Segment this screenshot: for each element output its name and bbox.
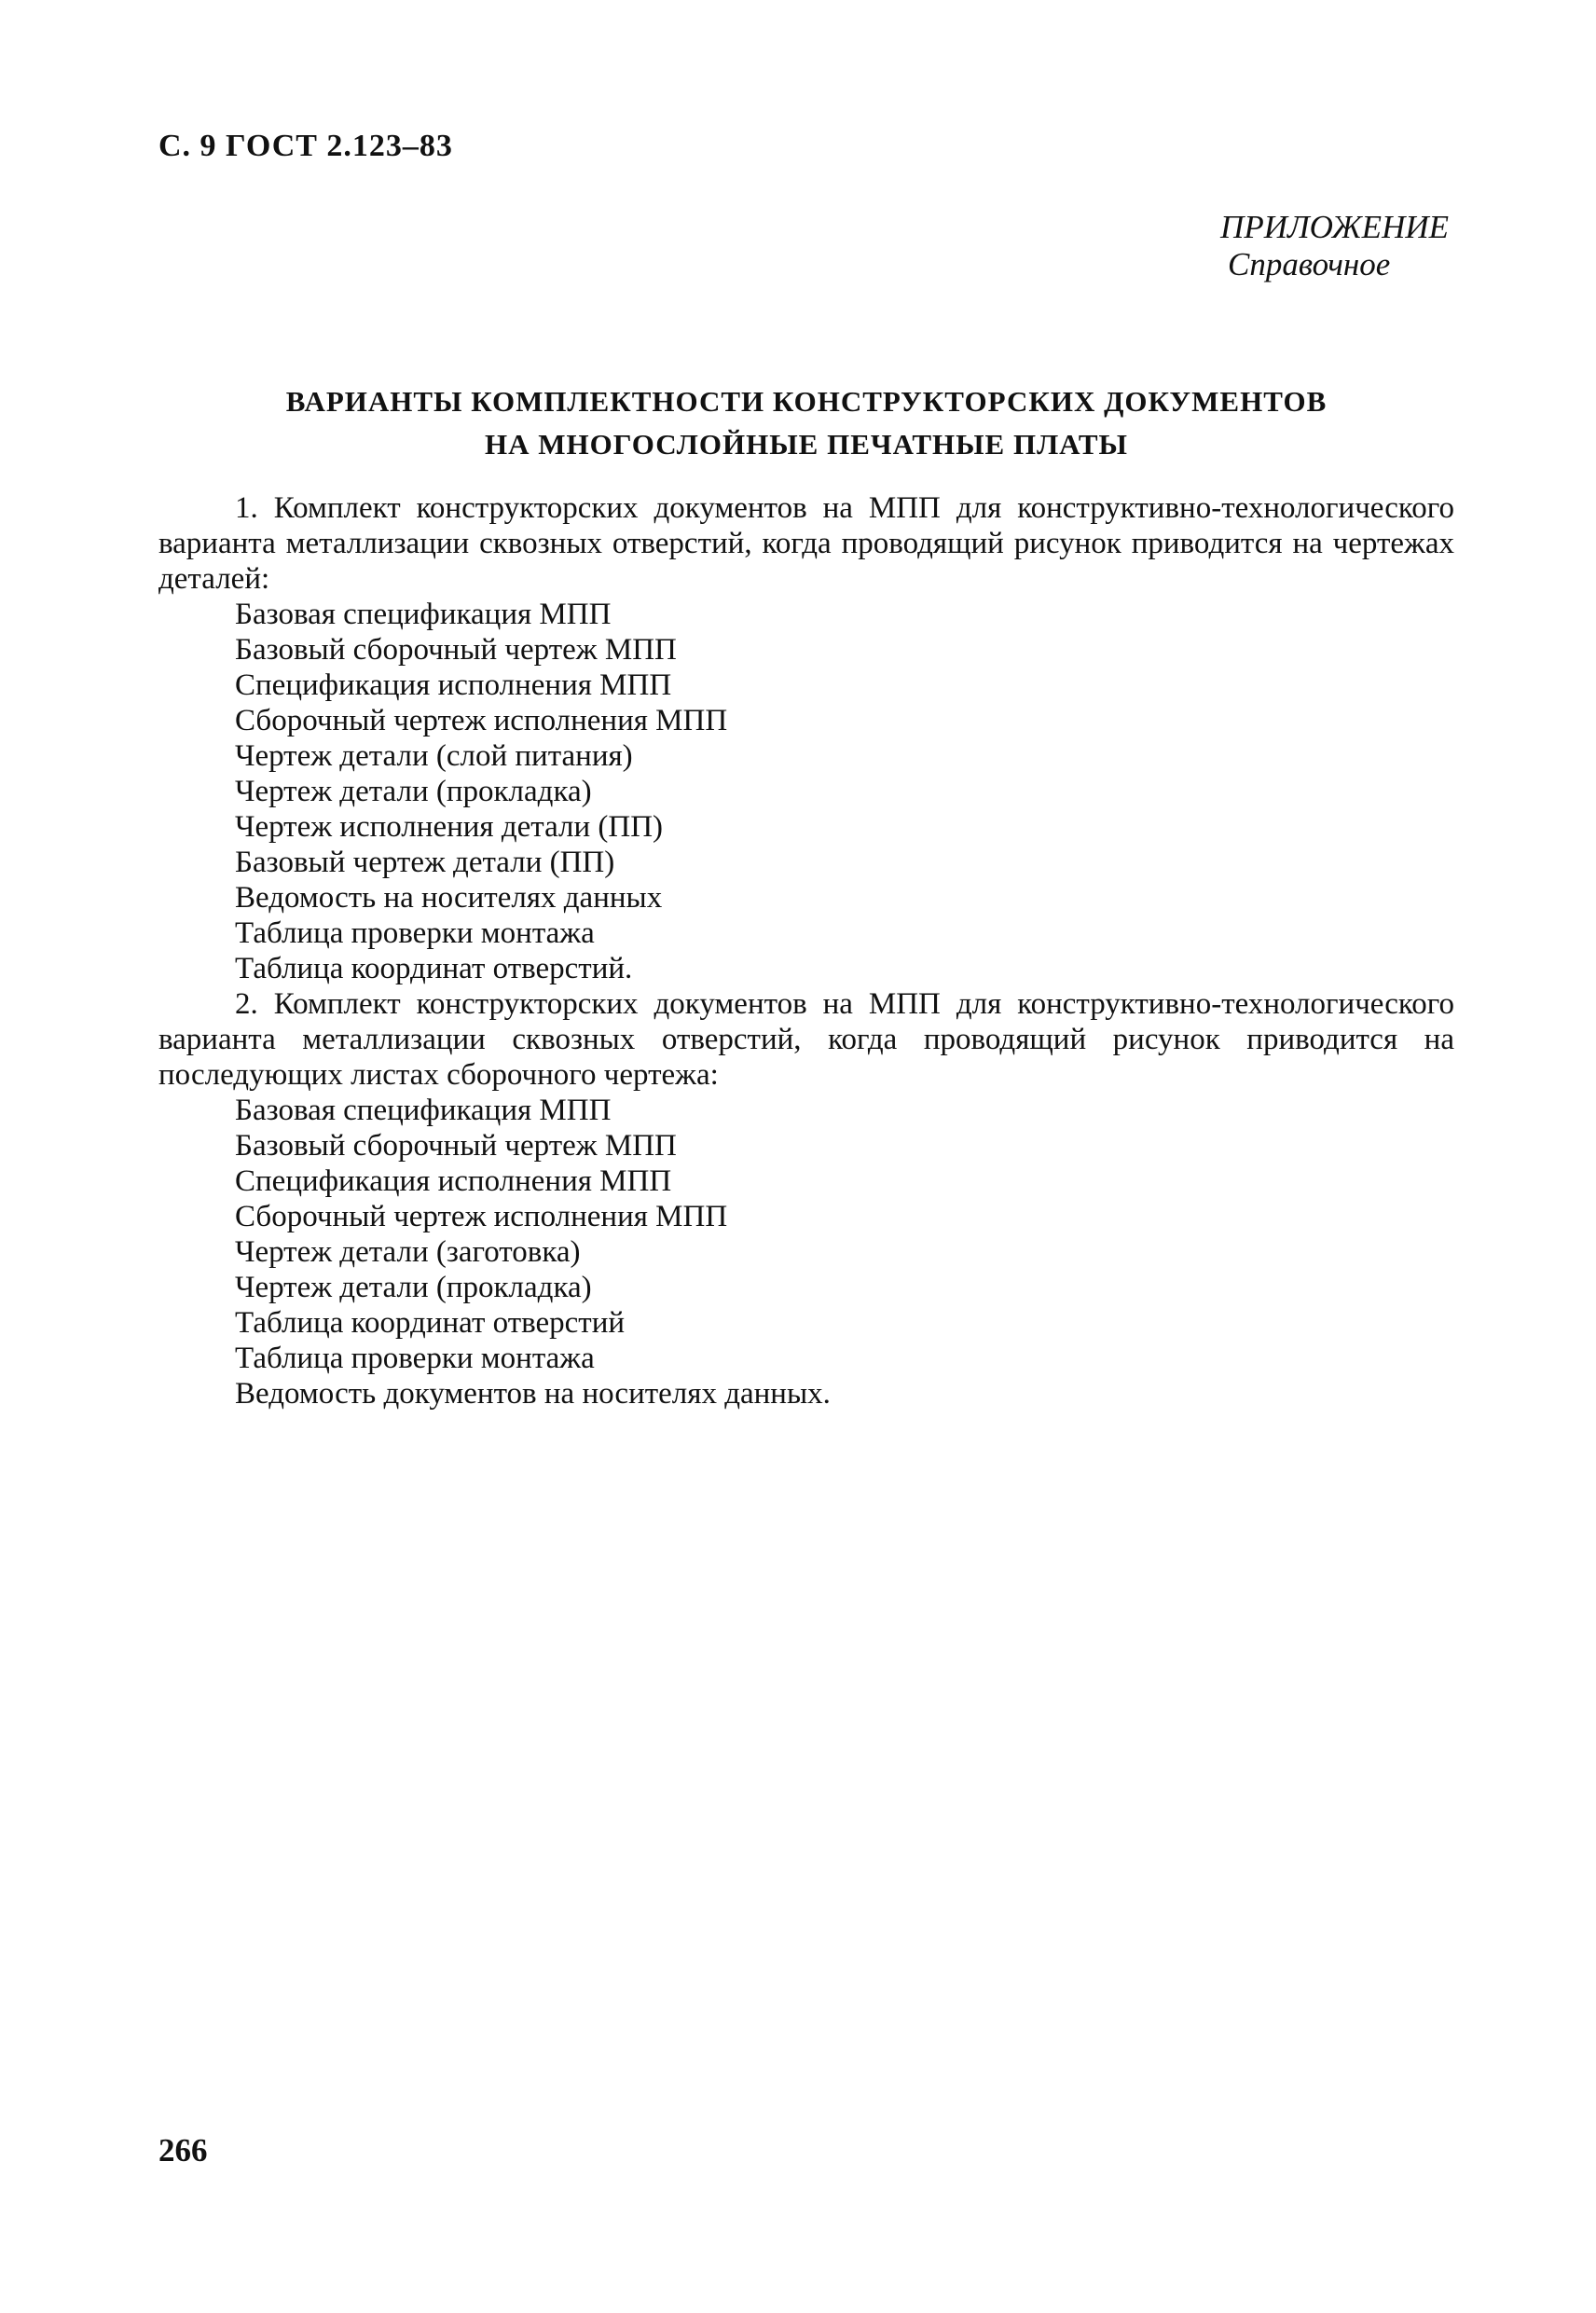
list-item: Базовый сборочный чертеж МПП <box>235 1129 677 1163</box>
list-item: Базовый чертеж детали (ПП) <box>235 846 615 879</box>
document-title <box>158 380 1454 466</box>
running-head: С. 9 ГОСТ 2.123–83 <box>158 129 453 163</box>
section-2-intro: 2. Комплект конструкторских документов на МПП для конструктивно-технологического варианта металлизации сквозных отверстий, когда проводящий рисунок приводится на последующих листах сборочного чертежа: <box>158 987 1454 1092</box>
list-item: Таблица координат отверстий. <box>235 952 633 985</box>
list-item: Базовая спецификация МПП <box>235 1094 612 1127</box>
list-item: Спецификация исполнения МПП <box>235 1164 672 1198</box>
appendix-label: ПРИЛОЖЕНИЕ <box>1220 209 1449 245</box>
list-item: Спецификация исполнения МПП <box>235 668 672 702</box>
list-item: Чертеж исполнения детали (ПП) <box>235 810 664 844</box>
list-item: Базовая спецификация МПП <box>235 598 612 631</box>
list-item: Чертеж детали (слой питания) <box>235 739 633 773</box>
document-body <box>158 490 1454 1411</box>
list-item: Ведомость документов на носителях данных. <box>235 1377 831 1411</box>
list-item: Чертеж детали (прокладка) <box>235 775 592 808</box>
list-item: Сборочный чертеж исполнения МПП <box>235 704 728 737</box>
section-1-list <box>158 597 1454 986</box>
list-item: Сборочный чертеж исполнения МПП <box>235 1200 728 1233</box>
appendix-type: Справочное <box>1228 246 1391 282</box>
title-line-1: ВАРИАНТЫ КОМПЛЕКТНОСТИ КОНСТРУКТОРСКИХ ДОКУМЕНТОВ <box>285 385 1328 418</box>
section-2-list <box>158 1093 1454 1411</box>
list-item: Таблица координат отверстий <box>235 1306 626 1340</box>
list-item: Таблица проверки монтажа <box>235 1342 595 1375</box>
list-item: Чертеж детали (прокладка) <box>235 1271 592 1304</box>
title-line-2: НА МНОГОСЛОЙНЫЕ ПЕЧАТНЫЕ ПЛАТЫ <box>485 428 1128 461</box>
appendix-heading <box>1220 209 1449 283</box>
list-item: Ведомость на носителях данных <box>235 881 663 915</box>
section-1-intro: 1. Комплект конструкторских документов на МПП для конструктивно-технологического варианта металлизации сквозных отверстий, когда проводящий рисунок приводится на чертежах деталей: <box>158 491 1454 596</box>
list-item: Таблица проверки монтажа <box>235 916 595 950</box>
list-item: Чертеж детали (заготовка) <box>235 1235 581 1269</box>
list-item: Базовый сборочный чертеж МПП <box>235 633 677 667</box>
page-number: 266 <box>158 2132 208 2168</box>
